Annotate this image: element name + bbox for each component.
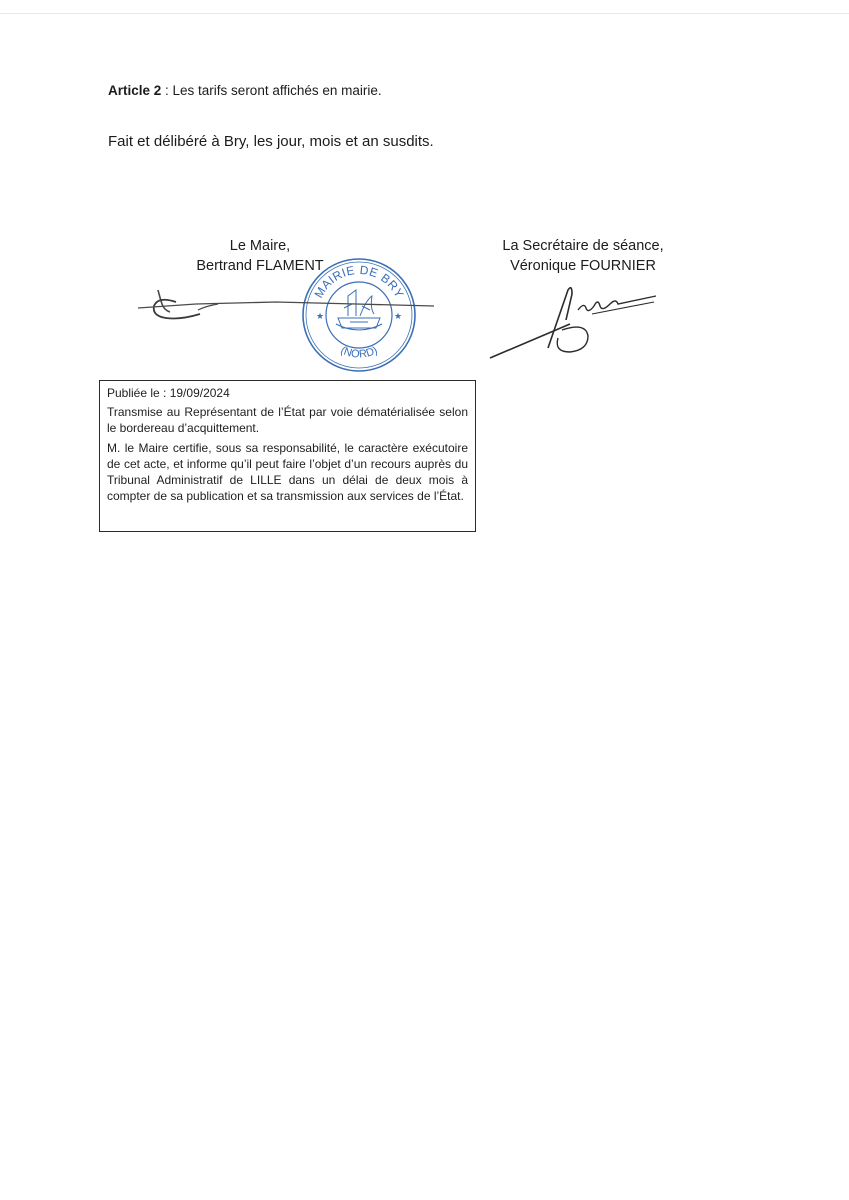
svg-text:(NORD) — [339, 344, 380, 360]
article-label: Article 2 — [108, 83, 162, 98]
stamp-bottom-text: (NORD) — [338, 344, 380, 361]
secretary-handwritten-signature — [488, 280, 660, 364]
article-text: : Les tarifs seront affichés en mairie. — [161, 83, 382, 98]
mayor-title: Le Maire, — [229, 238, 291, 254]
publication-notice-box — [99, 380, 476, 532]
secretary-signature-block — [488, 236, 678, 276]
stamp-top-text: MAIRIE DE BRY — [311, 262, 407, 301]
certification-notice: M. le Maire certifie, sous sa responsabilité, le caractère exécutoire de cet acte, et informe qu’il peut faire l’objet d’un recours auprès du Tribunal Administratif de LILLE dans un délai de deux mois à compter de sa publication et sa transmission aux services de l’État. — [107, 441, 468, 503]
svg-text:★: ★ — [393, 311, 403, 321]
article-2 — [108, 82, 382, 100]
secretary-title: La Secrétaire de séance, — [502, 238, 664, 254]
secretary-name: Véronique FOURNIER — [510, 258, 656, 274]
closing-statement: Fait et délibéré à Bry, les jour, mois et an susdits. — [108, 133, 434, 150]
svg-text:★: ★ — [315, 311, 325, 321]
mayor-name: Bertrand FLAMENT — [196, 258, 324, 274]
mayor-handwritten-signature — [136, 284, 436, 336]
transmission-notice: Transmise au Représentant de l’État par voie dématérialisée selon le bordereau d’acquittement. — [107, 405, 468, 435]
publication-date: Publiée le : 19/09/2024 — [107, 386, 230, 400]
page-top-rule — [0, 13, 849, 14]
